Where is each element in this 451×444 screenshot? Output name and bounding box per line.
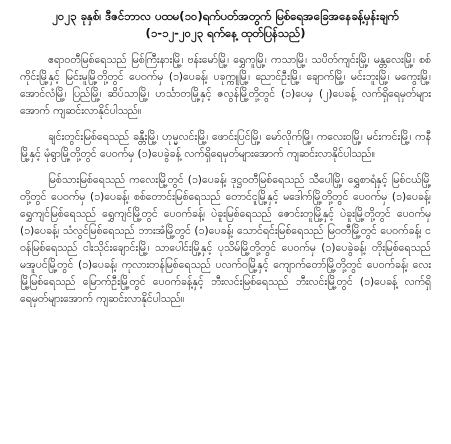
paragraph-ayeyarwady: ဧရာဝတီမြစ်ရေသည် မြစ်ကြီးနားမြို့၊ ဗန်းမော်မြို့၊ ရွှေကူမြို့၊ ကသာမြို့၊ သပိတ်ကျင်းမြို့၊ မန္တလေးမြို့၊ စစ်ကိုင်းမြို့နှင့် မြင်းမူမြို့တို့တွင် ပေ၀က်မှ (၁)ပေခန့်၊ ပခုက္ကူမြို့၊ ညောင်ဦးမြို့၊ ချောက်မြို့၊ မင်းဘူးမြို့၊ မကွေးမြို့၊ အောင်လံမြို့၊ ပြည်မြို့၊ ဆိပ်သာမြို့၊ ဟင်္သာတမြို့နှင့် ဇလွန်မြို့တို့တွင် (၁)ပေမှ (၂)ပေခန့် လက်ရှိရေမှတ်များအောက် ကျဆင်းလာနိုင်ပါသည်။ <box>20 54 431 117</box>
page-title: ၂၀၂၃ ခုနှစ်၊ ဒီဇင်ဘာလ ပထမ(၁၀)ရက်ပတ်အတွက် မြစ်ရေအခြေအနေခန့်မှန်းချက် <box>52 9 399 23</box>
paragraph-chindwin: ချင်းတွင်းမြစ်ရေသည် ခန္တီးမြို့၊ ဟုမ္မလင်းမြို့၊ ဖောင်းပြင်မြို့၊ မော်လိုက်မြို့၊ ကလေးဝမြို့၊ မင်းကင်းမြို့၊ ကနီမြို့နှင့် မုံရွာမြို့တို့တွင် ပေ၀က်မှ (၁)ပေခွဲခန့် လက်ရှိရေမှတ်များအောက် ကျဆင်းလာနိုင်ပါသည်။ <box>20 131 431 160</box>
paragraph-other-rivers: မြစ်သားမြစ်ရေသည် ကလေးမြို့တွင် (၁)ပေခန့်၊ ဒုဋ္ဌဝတီမြစ်ရေသည် သီပေါမြို့၊ ရွှေစာရံနှင့် မြစ်ငယ်မြို့တို့တွင် ပေ၀က်မှ (၁)ပေခန့်၊ စစ်တောင်းမြစ်ရေသည် တောင်ငူမြို့နှင့် မဒေါက်မြို့တို့တွင် ပေ၀က်မှ (၁)ပေခန့်၊ ရွှေကျင်မြစ်ရေသည် ရွှေကျင်မြို့တွင် ပေ၀က်ခန့်၊ ပဲခူးမြစ်ရေသည် ဇောင်းတူမြို့နှင့် ပဲခူးမြို့တို့တွင် ပေ၀က်မှ (၁)ပေခန့်၊ သံလွင်မြစ်ရေသည် ဘားအံမြို့တွင် (၁)ပေခန့်၊ သောင်ရင်းမြစ်ရေသည် မြဝတီမြို့တွင် ပေ၀က်ခန့်၊ ငဝန်မြစ်ရေသည် ငါးသိုင်းချောင်းမြို့၊ သာပေါင်းမြို့နှင့် ပုသိမ်မြို့တို့တွင် ပေ၀က်မှ (၁)ပေခွဲခန့်၊ တိုးမြစ်ရေသည် မအူပင်မြို့တွင် (၁)ပေခန့်၊ ကုလားတန်မြစ်ရေသည် ပလက်ဝမြို့နှင့် ကျောက်တော်မြို့တို့တွင် ပေ၀က်ခန့်၊ လေးမြို့မြစ်ရေသည် မြောက်ဦးမြို့တွင် ပေ၀က်ခန့်နှင့် ဘီးလင်းမြစ်ရေသည် ဘီးလင်းမြို့တွင် (၁)ပေခန့် လက်ရှိရေမှတ်များအောက် ကျဆင်းလာနိုင်ပါသည်။ <box>20 174 431 305</box>
release-date-subtitle: (၁-၁၂-၂၀၂၃ ရက်နေ့ ထုတ်ပြန်သည်) <box>145 26 306 40</box>
